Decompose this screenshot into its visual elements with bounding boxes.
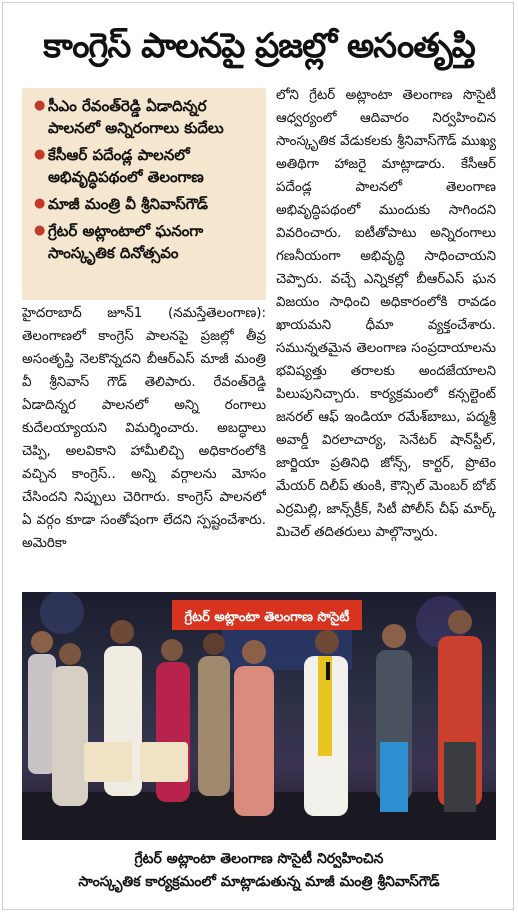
highlight-item [34, 144, 258, 188]
highlights-box [22, 88, 266, 300]
caption-line-2: సాంస్కృతిక కార్యక్రమంలో మాట్లాడుతున్న మాజీ మంత్రి శ్రీనివాస్‌గౌడ్ [78, 874, 440, 890]
bullet-icon: ● [34, 223, 46, 238]
banner-text: గ్రేటర్ అట్లాంటా తెలంగాణ సొసైటీ [184, 610, 350, 625]
highlight-item [34, 220, 258, 264]
highlight-text: గ్రేటర్ అట్లాంటాలో ఘనంగా సాంస్కృతిక దినోత్సవం [48, 222, 204, 262]
microphone-icon [326, 662, 330, 680]
event-photo-illustration [22, 592, 496, 840]
bullet-icon: ● [34, 196, 46, 211]
highlight-text: సీఎం రేవంత్‌రెడ్డి ఏడాదిన్నర పాలనలో అన్నిరంగాలు కుదేలు [48, 97, 224, 137]
bullet-icon: ● [34, 98, 46, 113]
people-group [28, 610, 482, 816]
stage-chair [140, 742, 188, 782]
highlight-item [34, 95, 258, 139]
article-body-column-2: లోని గ్రేటర్ అట్లాంటా తెలంగాణ సొసైటీ ఆధ్వర్యంలో ఆదివారం నిర్వహించిన సాంస్కృతిక వేడుకలకు శ్రీనివాస్‌గౌడ్ ముఖ్య అతిథిగా హాజరై మాట్లాడారు. కేసీఆర్ పదేండ్ల పాలనలో తెలంగాణ అభివృద్ధిపథంలో ముందుకు సాగిందని వివరించారు. ఐటీతోపాటు అన్నిరంగాలు గణనీయంగా అభివృద్ధి సాధించాయని చెప్పారు. వచ్చే ఎన్నికల్లో బీఆర్‌ఎస్ ఘన విజయం సాధించి అధికారంలోకి రావడం ఖాయమని ధీమా వ్యక్తంచేశారు. సమున్నతమైన తెలంగాణ సంప్రదాయాలను భవిష్యత్తు తరాలకు అందజేయాలని పిలుపునిచ్చారు. కార్యక్రమంలో కన్సల్టెంట్ జనరల్ ఆఫ్ ఇండియా రమేశ్‌బాబు, పద్మశ్రీ అవార్డీ విరలాచార్య, సెనేటర్ షాన్‌స్టీల్, జార్జియా ప్రతినిధి జోన్స్, కార్టర్, ప్రొటెం మేయర్ దిలీప్ తుంకి, కౌన్సిల్ మెంబర్ బోబ్ ఎర్రమిల్లి, జాన్స్‌క్రీక్, సిటీ పోలీస్ చీఫ్ మార్క్ మిచెల్ తదితరులు పాల్గొన్నారు. [276, 88, 496, 540]
highlight-text: మాజీ మంత్రి వీ శ్రీనివాస్‌గౌడ్ [48, 195, 208, 213]
highlight-text: కేసీఆర్ పదేండ్ల పాలనలో అభివృద్ధిపథంలో తెలంగాణ [48, 146, 204, 186]
caption-line-1: గ్రేటర్ అట్లాంటా తెలంగాణ సొసైటీ నిర్వహించిన [134, 851, 384, 867]
bullet-icon: ● [34, 147, 46, 162]
photo-caption [0, 848, 518, 894]
headline: కాంగ్రెస్ పాలనపై ప్రజల్లో అసంతృప్తి [43, 26, 475, 66]
highlight-item [34, 193, 258, 215]
article-body-column-1: హైదరాబాద్ జూన్1 (నమస్తేతెలంగాణ): తెలంగాణలో కాంగ్రెస్ పాలనపై ప్రజల్లో తీవ్ర అసంతృప్తి నెలకొన్నదని బీఆర్‌ఎస్ మాజీ మంత్రి వీ శ్రీనివాస్ గౌడ్ తెలిపారు. రేవంత్‌రెడ్డి ఏడాదిన్నర పాలనలో అన్ని రంగాలు కుదేలయ్యాయని విమర్శించారు. అబద్ధాలు చెప్పి, అలవికాని హామీలిచ్చి అధికారంలోకి వచ్చిన కాంగ్రెస్.. అన్ని వర్గాలను మోసం చేసిందని నిప్పులు చెరిగారు. కాంగ్రెస్ పాలనలో ఏ వర్గం కూడా సంతోషంగా లేదని స్పష్టంచేశారు. అమెరికా [22, 306, 266, 551]
event-photo [22, 592, 496, 840]
stage-chair [84, 742, 132, 782]
